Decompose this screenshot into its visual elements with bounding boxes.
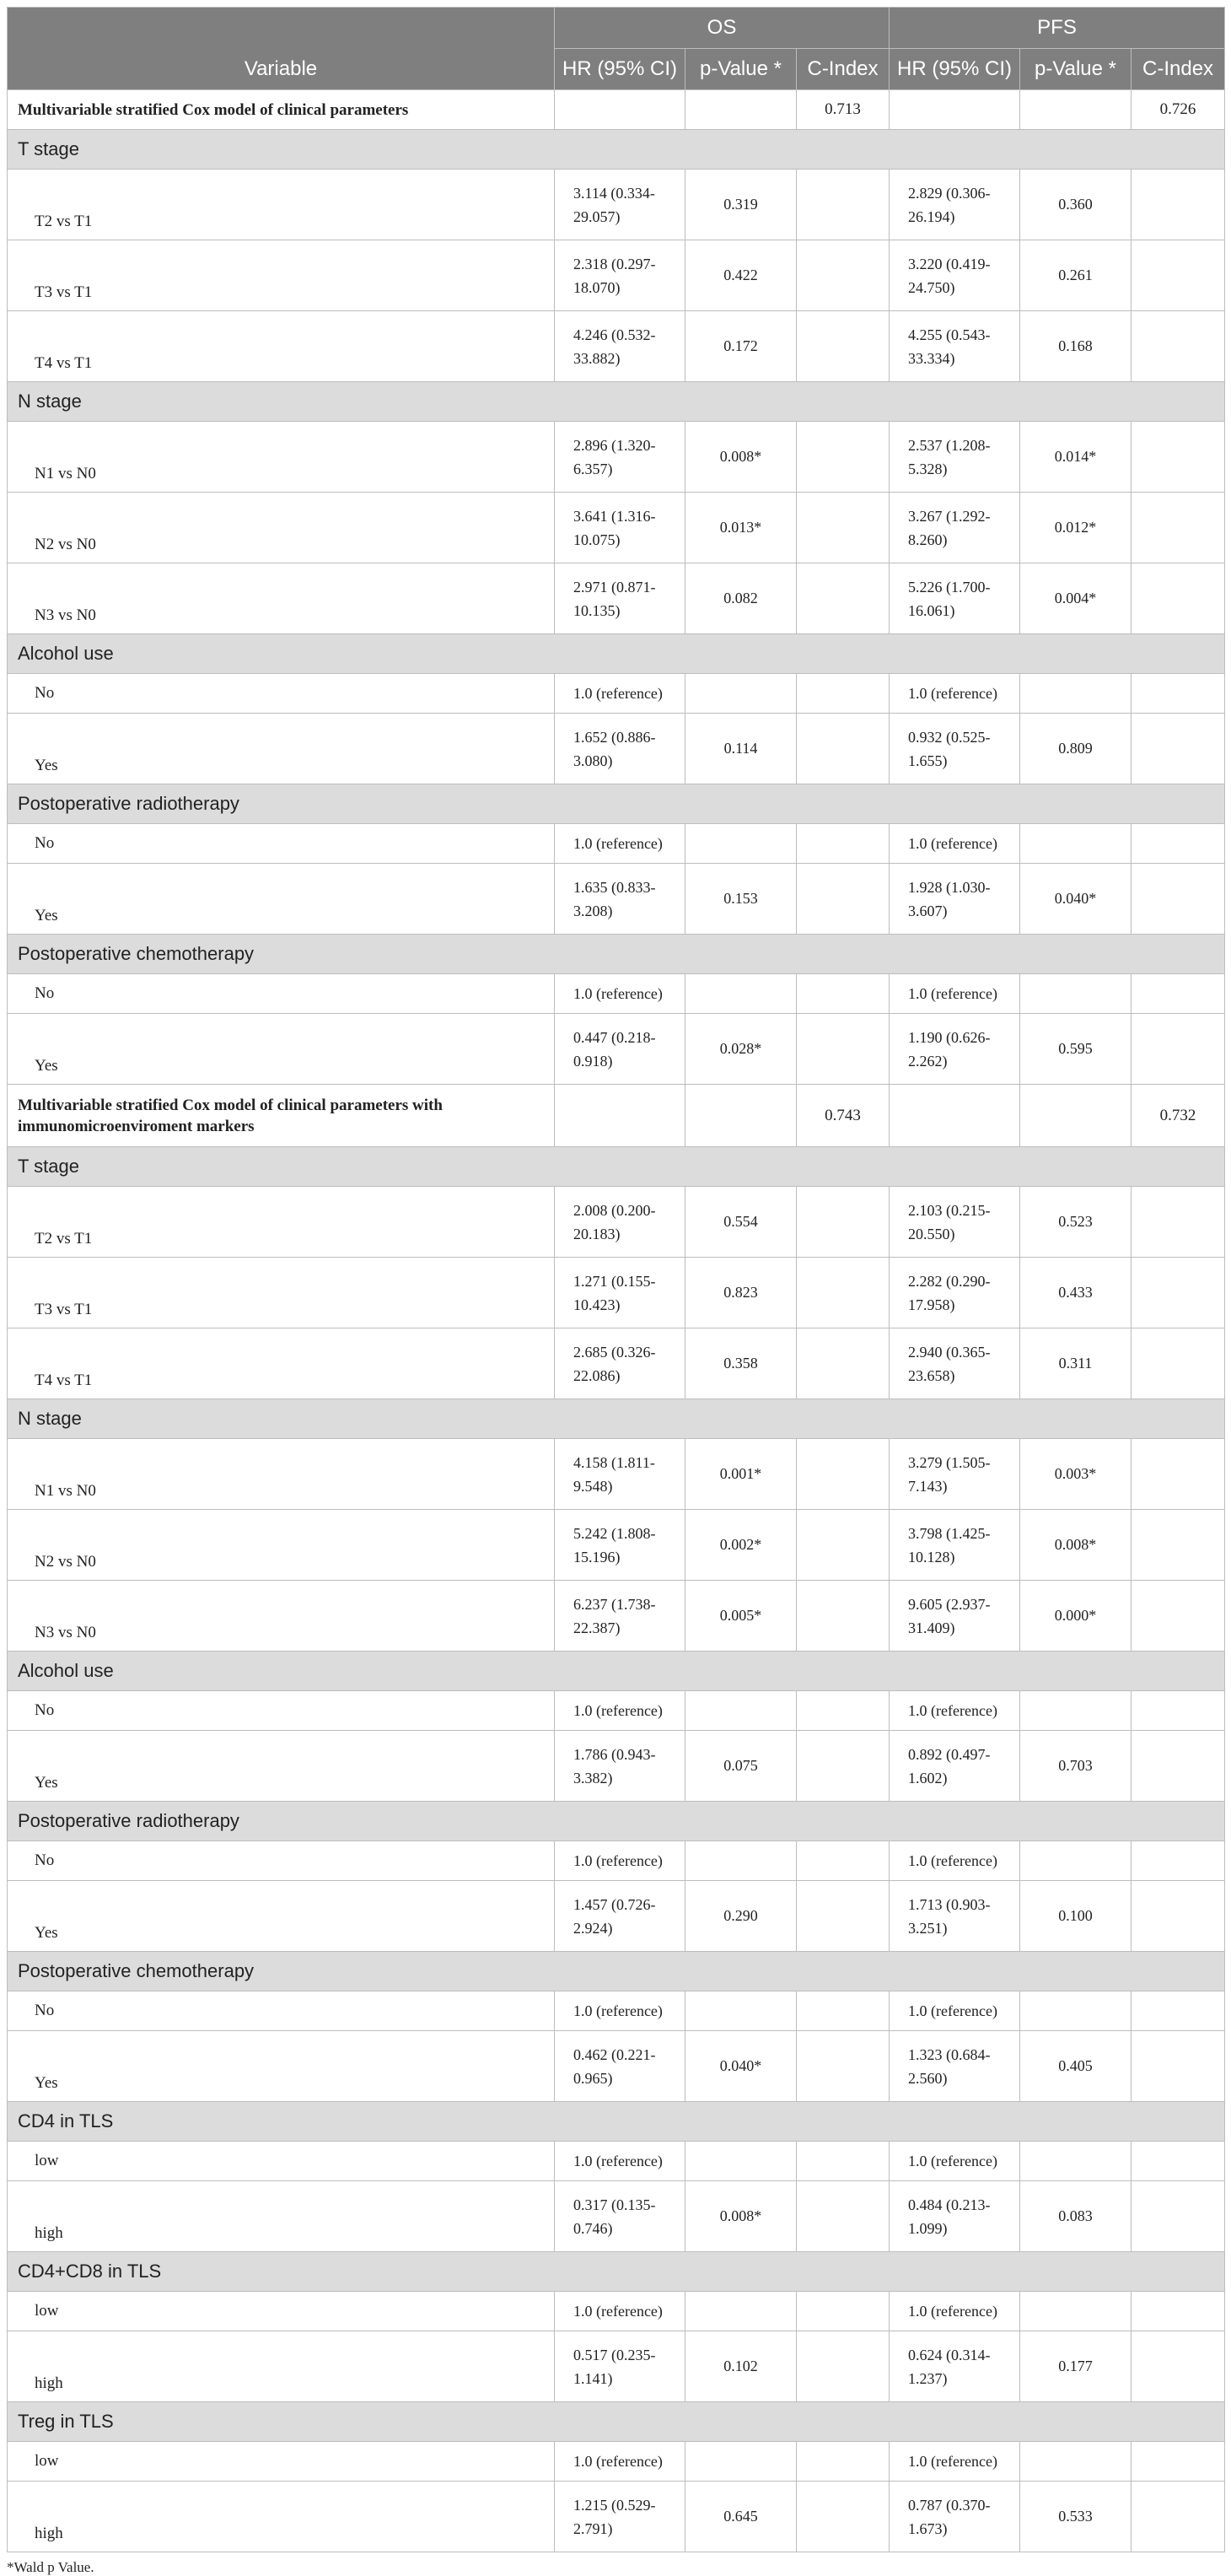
- table-row: [8, 1258, 1225, 1328]
- section-label: Postoperative radiotherapy: [8, 1802, 1225, 1841]
- table-row: [8, 422, 1225, 493]
- pfs-hr-cell: 3.267 (1.292- 8.260): [890, 493, 1020, 563]
- pfs-cindex-cell: [1132, 714, 1225, 784]
- pfs-pvalue-cell: 0.405: [1020, 2031, 1132, 2102]
- row-label: No: [8, 1841, 555, 1881]
- header-pfs: PFS: [890, 8, 1225, 49]
- pfs-pvalue-cell: 0.168: [1020, 311, 1132, 382]
- os-cindex-cell: [797, 2331, 890, 2402]
- os-cindex-cell: [797, 1731, 890, 1802]
- os-pvalue-cell: [685, 674, 797, 714]
- row-label: No: [8, 824, 555, 864]
- os-pvalue-cell: 0.008*: [685, 422, 797, 493]
- pfs-cindex-cell: [1132, 311, 1225, 382]
- pfs-pvalue-cell: 0.003*: [1020, 1439, 1132, 1510]
- header-pfs-pvalue: p-Value *: [1020, 49, 1132, 90]
- os-cindex-cell: [797, 1328, 890, 1399]
- pfs-pvalue-cell: 0.083: [1020, 2181, 1132, 2252]
- pfs-cindex-cell: [1132, 1187, 1225, 1258]
- table-row: [8, 1691, 1225, 1731]
- os-hr-cell: 6.237 (1.738- 22.387): [555, 1581, 685, 1652]
- os-pvalue-cell: 0.013*: [685, 493, 797, 563]
- os-pvalue-cell: [685, 1691, 797, 1731]
- pfs-pvalue-cell: 0.014*: [1020, 422, 1132, 493]
- os-hr-cell: 1.0 (reference): [555, 2142, 685, 2181]
- pfs-pvalue-cell: 0.360: [1020, 170, 1132, 240]
- pfs-pvalue-cell: 0.809: [1020, 714, 1132, 784]
- pfs-cindex-cell: [1132, 1881, 1225, 1952]
- pfs-hr-cell: 4.255 (0.543- 33.334): [890, 311, 1020, 382]
- os-pvalue-cell: 0.008*: [685, 2181, 797, 2252]
- section-row: [8, 2252, 1225, 2292]
- table-row: [8, 1881, 1225, 1952]
- pfs-pvalue-cell: 0.008*: [1020, 1510, 1132, 1581]
- section-row: [8, 2402, 1225, 2442]
- table-row: [8, 1581, 1225, 1652]
- pfs-pvalue-cell: 0.523: [1020, 1187, 1132, 1258]
- pfs-hr-cell: 1.0 (reference): [890, 2292, 1020, 2331]
- os-hr-cell: 1.457 (0.726- 2.924): [555, 1881, 685, 1952]
- pfs-hr-cell: 1.0 (reference): [890, 674, 1020, 714]
- row-label: No: [8, 1991, 555, 2031]
- pfs-pvalue-cell: 0.012*: [1020, 493, 1132, 563]
- os-pvalue-cell: 0.422: [685, 240, 797, 311]
- os-pvalue-cell: [685, 1991, 797, 2031]
- pfs-pvalue-cell: 0.000*: [1020, 1581, 1132, 1652]
- section-row: [8, 1952, 1225, 1991]
- os-cindex-cell: [797, 1881, 890, 1952]
- os-cindex-cell: [797, 1691, 890, 1731]
- pfs-cindex-cell: [1132, 2331, 1225, 2402]
- row-label: N2 vs N0: [8, 493, 555, 563]
- pfs-cindex-cell: [1132, 1991, 1225, 2031]
- os-hr-cell: 4.158 (1.811- 9.548): [555, 1439, 685, 1510]
- pfs-cindex-cell: [1132, 2142, 1225, 2181]
- table-row: [8, 2482, 1225, 2552]
- section-label: Treg in TLS: [8, 2402, 1225, 2442]
- os-cindex-cell: 0.743: [797, 1085, 890, 1147]
- section-label: T stage: [8, 1147, 1225, 1187]
- os-pvalue-cell: [685, 90, 797, 130]
- table-row: [8, 1731, 1225, 1802]
- pfs-hr-cell: 1.0 (reference): [890, 974, 1020, 1014]
- pfs-cindex-cell: [1132, 2482, 1225, 2552]
- pfs-hr-cell: 0.787 (0.370- 1.673): [890, 2482, 1020, 2552]
- pfs-cindex-cell: [1132, 1439, 1225, 1510]
- pfs-pvalue-cell: [1020, 90, 1132, 130]
- pfs-hr-cell: 1.928 (1.030- 3.607): [890, 864, 1020, 935]
- table-row: [8, 1991, 1225, 2031]
- os-cindex-cell: [797, 2031, 890, 2102]
- footnote: *Wald p Value.: [7, 2559, 94, 2575]
- pfs-cindex-cell: [1132, 2442, 1225, 2482]
- os-pvalue-cell: [685, 2142, 797, 2181]
- os-cindex-cell: [797, 1510, 890, 1581]
- section-label: CD4 in TLS: [8, 2102, 1225, 2142]
- row-label: Yes: [8, 2031, 555, 2102]
- pfs-cindex-cell: [1132, 674, 1225, 714]
- os-cindex-cell: [797, 1014, 890, 1085]
- pfs-hr-cell: 5.226 (1.700- 16.061): [890, 563, 1020, 634]
- pfs-cindex-cell: [1132, 240, 1225, 311]
- os-pvalue-cell: [685, 824, 797, 864]
- os-hr-cell: 1.652 (0.886- 3.080): [555, 714, 685, 784]
- section-row: [8, 1652, 1225, 1691]
- os-hr-cell: 3.641 (1.316- 10.075): [555, 493, 685, 563]
- pfs-cindex-cell: [1132, 1328, 1225, 1399]
- header-os-cindex: C-Index: [797, 49, 890, 90]
- pfs-cindex-cell: [1132, 563, 1225, 634]
- os-cindex-cell: [797, 311, 890, 382]
- os-hr-cell: 0.462 (0.221- 0.965): [555, 2031, 685, 2102]
- table-row: [8, 1187, 1225, 1258]
- row-label: high: [8, 2331, 555, 2402]
- pfs-pvalue-cell: 0.595: [1020, 1014, 1132, 1085]
- os-pvalue-cell: 0.114: [685, 714, 797, 784]
- table-row: [8, 311, 1225, 382]
- os-hr-cell: 1.0 (reference): [555, 674, 685, 714]
- pfs-hr-cell: 2.282 (0.290- 17.958): [890, 1258, 1020, 1328]
- pfs-hr-cell: 1.0 (reference): [890, 1691, 1020, 1731]
- section-row: [8, 935, 1225, 974]
- row-label: N3 vs N0: [8, 563, 555, 634]
- os-pvalue-cell: 0.645: [685, 2482, 797, 2552]
- model-row: [8, 90, 1225, 130]
- pfs-cindex-cell: [1132, 2031, 1225, 2102]
- os-hr-cell: 1.0 (reference): [555, 1841, 685, 1881]
- pfs-hr-cell: 3.220 (0.419- 24.750): [890, 240, 1020, 311]
- row-label: Yes: [8, 1881, 555, 1952]
- section-row: [8, 2102, 1225, 2142]
- pfs-pvalue-cell: 0.703: [1020, 1731, 1132, 1802]
- pfs-cindex-cell: [1132, 1014, 1225, 1085]
- pfs-pvalue-cell: 0.040*: [1020, 864, 1132, 935]
- os-hr-cell: 0.447 (0.218- 0.918): [555, 1014, 685, 1085]
- pfs-pvalue-cell: [1020, 674, 1132, 714]
- section-row: [8, 130, 1225, 170]
- pfs-hr-cell: 0.892 (0.497- 1.602): [890, 1731, 1020, 1802]
- row-label: Yes: [8, 1014, 555, 1085]
- table-row: [8, 2442, 1225, 2482]
- os-hr-cell: 1.271 (0.155- 10.423): [555, 1258, 685, 1328]
- pfs-hr-cell: 1.190 (0.626- 2.262): [890, 1014, 1020, 1085]
- pfs-hr-cell: 2.103 (0.215- 20.550): [890, 1187, 1020, 1258]
- pfs-cindex-cell: [1132, 493, 1225, 563]
- os-cindex-cell: [797, 1258, 890, 1328]
- os-cindex-cell: [797, 422, 890, 493]
- os-pvalue-cell: 0.002*: [685, 1510, 797, 1581]
- os-pvalue-cell: 0.358: [685, 1328, 797, 1399]
- pfs-pvalue-cell: [1020, 1085, 1132, 1147]
- os-cindex-cell: [797, 1187, 890, 1258]
- results-table: [7, 7, 1225, 2552]
- pfs-hr-cell: 2.940 (0.365- 23.658): [890, 1328, 1020, 1399]
- row-label: No: [8, 974, 555, 1014]
- section-label: CD4+CD8 in TLS: [8, 2252, 1225, 2292]
- row-label: high: [8, 2482, 555, 2552]
- row-label: No: [8, 1691, 555, 1731]
- os-pvalue-cell: 0.075: [685, 1731, 797, 1802]
- row-label: Yes: [8, 864, 555, 935]
- os-hr-cell: 4.246 (0.532- 33.882): [555, 311, 685, 382]
- os-hr-cell: 2.896 (1.320- 6.357): [555, 422, 685, 493]
- os-cindex-cell: [797, 974, 890, 1014]
- pfs-hr-cell: 3.279 (1.505- 7.143): [890, 1439, 1020, 1510]
- model-label: Multivariable stratified Cox model of clinical parameters: [8, 90, 555, 130]
- pfs-cindex-cell: 0.726: [1132, 90, 1225, 130]
- os-pvalue-cell: 0.554: [685, 1187, 797, 1258]
- os-cindex-cell: [797, 2442, 890, 2482]
- table-body: [8, 90, 1225, 2552]
- header-os: OS: [555, 8, 890, 49]
- os-hr-cell: 2.008 (0.200- 20.183): [555, 1187, 685, 1258]
- section-row: [8, 784, 1225, 824]
- section-row: [8, 1802, 1225, 1841]
- os-pvalue-cell: 0.290: [685, 1881, 797, 1952]
- row-label: T4 vs T1: [8, 1328, 555, 1399]
- table-row: [8, 2331, 1225, 2402]
- os-hr-cell: 2.685 (0.326- 22.086): [555, 1328, 685, 1399]
- table-row: [8, 170, 1225, 240]
- pfs-cindex-cell: [1132, 1581, 1225, 1652]
- table-row: [8, 2292, 1225, 2331]
- pfs-cindex-cell: [1132, 1510, 1225, 1581]
- row-label: T3 vs T1: [8, 240, 555, 311]
- table-row: [8, 1841, 1225, 1881]
- pfs-hr-cell: 0.932 (0.525- 1.655): [890, 714, 1020, 784]
- pfs-pvalue-cell: [1020, 824, 1132, 864]
- os-cindex-cell: [797, 674, 890, 714]
- pfs-cindex-cell: [1132, 824, 1225, 864]
- os-pvalue-cell: 0.102: [685, 2331, 797, 2402]
- os-cindex-cell: [797, 1581, 890, 1652]
- section-label: Alcohol use: [8, 1652, 1225, 1691]
- os-pvalue-cell: 0.823: [685, 1258, 797, 1328]
- os-hr-cell: 1.786 (0.943- 3.382): [555, 1731, 685, 1802]
- pfs-hr-cell: 3.798 (1.425- 10.128): [890, 1510, 1020, 1581]
- row-label: T4 vs T1: [8, 311, 555, 382]
- header-pfs-hr: HR (95% CI): [890, 49, 1020, 90]
- os-pvalue-cell: [685, 974, 797, 1014]
- os-hr-cell: 5.242 (1.808- 15.196): [555, 1510, 685, 1581]
- os-pvalue-cell: 0.082: [685, 563, 797, 634]
- section-label: Postoperative chemotherapy: [8, 1952, 1225, 1991]
- section-row: [8, 382, 1225, 422]
- header-variable: Variable: [8, 8, 555, 90]
- model-label: Multivariable stratified Cox model of clinical parameters with immunomicroenviroment markers: [8, 1085, 555, 1147]
- os-cindex-cell: 0.713: [797, 90, 890, 130]
- header-row-groups: [8, 8, 1225, 49]
- os-pvalue-cell: 0.319: [685, 170, 797, 240]
- table-row: [8, 1014, 1225, 1085]
- pfs-pvalue-cell: 0.177: [1020, 2331, 1132, 2402]
- pfs-pvalue-cell: 0.533: [1020, 2482, 1132, 2552]
- pfs-hr-cell: 1.0 (reference): [890, 1991, 1020, 2031]
- pfs-cindex-cell: [1132, 2292, 1225, 2331]
- pfs-hr-cell: 9.605 (2.937- 31.409): [890, 1581, 1020, 1652]
- pfs-hr-cell: 1.0 (reference): [890, 824, 1020, 864]
- pfs-pvalue-cell: 0.261: [1020, 240, 1132, 311]
- os-pvalue-cell: [685, 2292, 797, 2331]
- pfs-cindex-cell: [1132, 1841, 1225, 1881]
- pfs-cindex-cell: [1132, 864, 1225, 935]
- os-hr-cell: 1.0 (reference): [555, 2442, 685, 2482]
- pfs-hr-cell: 2.537 (1.208- 5.328): [890, 422, 1020, 493]
- table-row: [8, 563, 1225, 634]
- row-label: low: [8, 2292, 555, 2331]
- pfs-pvalue-cell: [1020, 2442, 1132, 2482]
- os-cindex-cell: [797, 1439, 890, 1510]
- pfs-cindex-cell: [1132, 1258, 1225, 1328]
- row-label: low: [8, 2142, 555, 2181]
- os-hr-cell: 3.114 (0.334- 29.057): [555, 170, 685, 240]
- table-row: [8, 674, 1225, 714]
- os-hr-cell: 1.0 (reference): [555, 824, 685, 864]
- pfs-hr-cell: 1.0 (reference): [890, 1841, 1020, 1881]
- os-hr-cell: 1.0 (reference): [555, 974, 685, 1014]
- row-label: T2 vs T1: [8, 1187, 555, 1258]
- os-pvalue-cell: 0.040*: [685, 2031, 797, 2102]
- os-cindex-cell: [797, 2142, 890, 2181]
- section-label: N stage: [8, 382, 1225, 422]
- os-hr-cell: [555, 1085, 685, 1147]
- pfs-pvalue-cell: [1020, 2292, 1132, 2331]
- section-label: Postoperative chemotherapy: [8, 935, 1225, 974]
- row-label: high: [8, 2181, 555, 2252]
- table-row: [8, 864, 1225, 935]
- row-label: Yes: [8, 1731, 555, 1802]
- row-label: T2 vs T1: [8, 170, 555, 240]
- pfs-pvalue-cell: [1020, 974, 1132, 1014]
- os-cindex-cell: [797, 864, 890, 935]
- table-row: [8, 1439, 1225, 1510]
- pfs-cindex-cell: [1132, 170, 1225, 240]
- pfs-cindex-cell: [1132, 2181, 1225, 2252]
- os-cindex-cell: [797, 493, 890, 563]
- os-hr-cell: 2.318 (0.297- 18.070): [555, 240, 685, 311]
- table-row: [8, 240, 1225, 311]
- pfs-hr-cell: 1.0 (reference): [890, 2142, 1020, 2181]
- os-cindex-cell: [797, 2181, 890, 2252]
- header-os-hr: HR (95% CI): [555, 49, 685, 90]
- pfs-hr-cell: [890, 90, 1020, 130]
- pfs-pvalue-cell: 0.433: [1020, 1258, 1132, 1328]
- pfs-cindex-cell: [1132, 422, 1225, 493]
- table-row: [8, 714, 1225, 784]
- section-label: N stage: [8, 1399, 1225, 1439]
- os-cindex-cell: [797, 240, 890, 311]
- row-label: N2 vs N0: [8, 1510, 555, 1581]
- table-row: [8, 974, 1225, 1014]
- os-pvalue-cell: [685, 1085, 797, 1147]
- pfs-cindex-cell: [1132, 1731, 1225, 1802]
- table-row: [8, 1510, 1225, 1581]
- os-cindex-cell: [797, 824, 890, 864]
- row-label: N3 vs N0: [8, 1581, 555, 1652]
- os-pvalue-cell: 0.028*: [685, 1014, 797, 1085]
- pfs-pvalue-cell: [1020, 1991, 1132, 2031]
- table-row: [8, 2142, 1225, 2181]
- os-pvalue-cell: 0.005*: [685, 1581, 797, 1652]
- pfs-pvalue-cell: 0.311: [1020, 1328, 1132, 1399]
- section-label: T stage: [8, 130, 1225, 170]
- pfs-hr-cell: [890, 1085, 1020, 1147]
- model-row: [8, 1085, 1225, 1147]
- pfs-hr-cell: 2.829 (0.306- 26.194): [890, 170, 1020, 240]
- os-hr-cell: 0.517 (0.235- 1.141): [555, 2331, 685, 2402]
- os-pvalue-cell: [685, 2442, 797, 2482]
- os-hr-cell: 2.971 (0.871- 10.135): [555, 563, 685, 634]
- section-row: [8, 1147, 1225, 1187]
- row-label: T3 vs T1: [8, 1258, 555, 1328]
- row-label: N1 vs N0: [8, 1439, 555, 1510]
- section-row: [8, 1399, 1225, 1439]
- os-hr-cell: 1.0 (reference): [555, 1691, 685, 1731]
- os-hr-cell: 1.0 (reference): [555, 1991, 685, 2031]
- os-hr-cell: [555, 90, 685, 130]
- os-pvalue-cell: 0.153: [685, 864, 797, 935]
- table-row: [8, 824, 1225, 864]
- os-pvalue-cell: 0.172: [685, 311, 797, 382]
- os-cindex-cell: [797, 2292, 890, 2331]
- os-cindex-cell: [797, 2482, 890, 2552]
- row-label: No: [8, 674, 555, 714]
- pfs-pvalue-cell: [1020, 1841, 1132, 1881]
- pfs-pvalue-cell: [1020, 2142, 1132, 2181]
- pfs-pvalue-cell: [1020, 1691, 1132, 1731]
- os-cindex-cell: [797, 1841, 890, 1881]
- os-cindex-cell: [797, 714, 890, 784]
- pfs-pvalue-cell: 0.100: [1020, 1881, 1132, 1952]
- os-pvalue-cell: [685, 1841, 797, 1881]
- table-row: [8, 1328, 1225, 1399]
- row-label: low: [8, 2442, 555, 2482]
- pfs-cindex-cell: 0.732: [1132, 1085, 1225, 1147]
- pfs-cindex-cell: [1132, 974, 1225, 1014]
- os-cindex-cell: [797, 563, 890, 634]
- row-label: N1 vs N0: [8, 422, 555, 493]
- section-label: Postoperative radiotherapy: [8, 784, 1225, 824]
- pfs-hr-cell: 0.484 (0.213- 1.099): [890, 2181, 1020, 2252]
- os-hr-cell: 1.0 (reference): [555, 2292, 685, 2331]
- os-cindex-cell: [797, 1991, 890, 2031]
- table-row: [8, 2181, 1225, 2252]
- table-row: [8, 493, 1225, 563]
- os-hr-cell: 1.215 (0.529- 2.791): [555, 2482, 685, 2552]
- os-pvalue-cell: 0.001*: [685, 1439, 797, 1510]
- row-label: Yes: [8, 714, 555, 784]
- section-row: [8, 634, 1225, 674]
- section-label: Alcohol use: [8, 634, 1225, 674]
- os-hr-cell: 0.317 (0.135- 0.746): [555, 2181, 685, 2252]
- header-os-pvalue: p-Value *: [685, 49, 797, 90]
- os-cindex-cell: [797, 170, 890, 240]
- os-hr-cell: 1.635 (0.833- 3.208): [555, 864, 685, 935]
- table-row: [8, 2031, 1225, 2102]
- table-container: [7, 7, 1224, 2576]
- pfs-hr-cell: 0.624 (0.314- 1.237): [890, 2331, 1020, 2402]
- pfs-hr-cell: 1.713 (0.903- 3.251): [890, 1881, 1020, 1952]
- pfs-hr-cell: 1.323 (0.684- 2.560): [890, 2031, 1020, 2102]
- pfs-cindex-cell: [1132, 1691, 1225, 1731]
- pfs-pvalue-cell: 0.004*: [1020, 563, 1132, 634]
- header-pfs-cindex: C-Index: [1132, 49, 1225, 90]
- pfs-hr-cell: 1.0 (reference): [890, 2442, 1020, 2482]
